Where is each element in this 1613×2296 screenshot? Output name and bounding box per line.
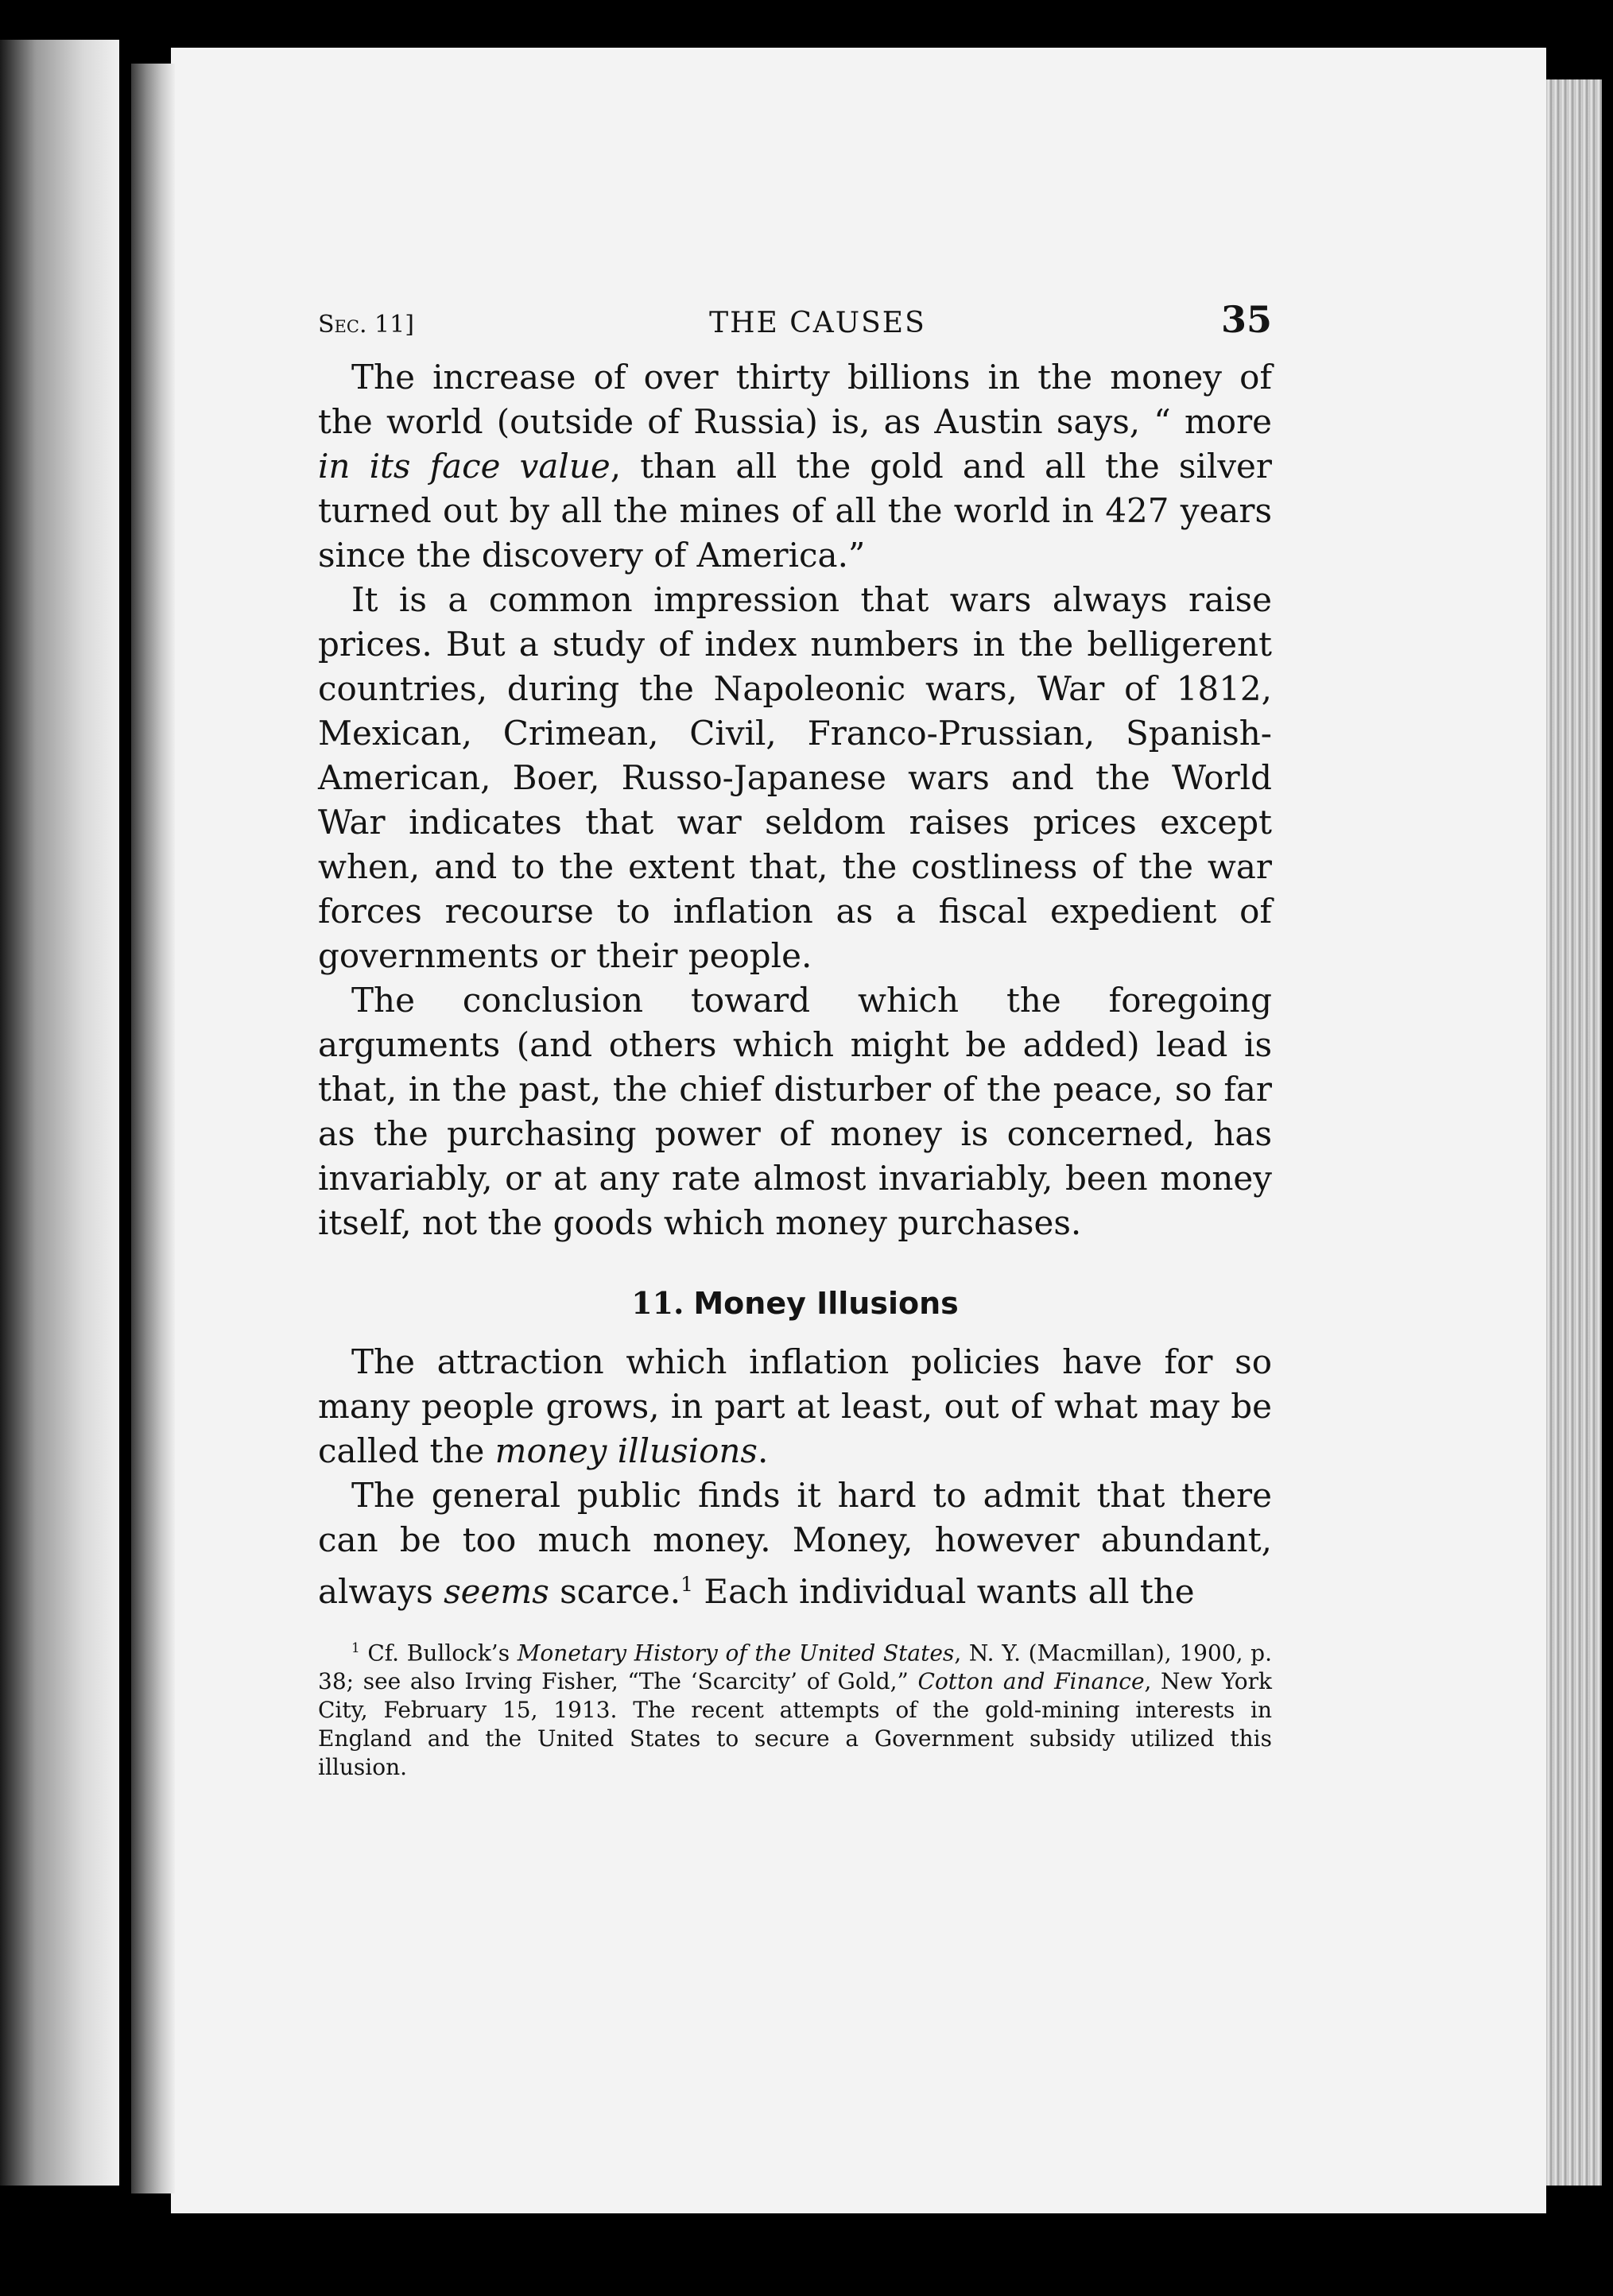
footnote-text: , N. Y. (Macmillan), 1900, p. 38; see also Irving Fisher, “The ‘Scarcity’ of Gold,” — [318, 1640, 1272, 1695]
footnote-marker: 1 — [680, 1573, 694, 1596]
paragraph-text: The attraction which inflation policies have for so many people grows, in part at least, out of what may be called the — [318, 1342, 1272, 1470]
paragraph — [318, 1473, 1272, 1614]
paragraph-text: . — [757, 1431, 769, 1470]
page-stack-edge — [1546, 79, 1602, 2186]
paragraph — [318, 355, 1272, 578]
footnote-emphasis: Cotton and Finance — [917, 1668, 1145, 1695]
page-gutter-shadow — [131, 64, 175, 2193]
paragraph: The conclusion toward which the foregoing arguments (and others which might be added) lead is that, in the past, the chief disturber of the peace, so far as the purchasing power of money is concerned, has invariably, or at any rate almost invariably, been money itself, not the goods which money purchases. — [318, 981, 1272, 1242]
paragraph — [318, 1340, 1272, 1473]
footnote-text: Cf. Bullock’s — [359, 1640, 518, 1667]
emphasis-text: in its face value — [318, 447, 611, 486]
chapter-title: THE CAUSES — [709, 307, 926, 339]
emphasis-text: money illusions — [494, 1431, 758, 1470]
page-number: 35 — [1220, 298, 1272, 341]
paragraph-text: scarce. — [549, 1572, 681, 1611]
section-title: Money Illusions — [693, 1286, 959, 1321]
footnote-emphasis: Monetary History of the United States — [517, 1640, 955, 1667]
section-reference: Sec. 11] — [318, 311, 414, 339]
footnote-number: 1 — [351, 1640, 360, 1655]
paragraph-text: The general public finds it hard to admit that there can be too much money. Money, however abundant, always — [318, 1476, 1272, 1611]
previous-page-edge — [0, 40, 119, 2186]
paragraph-text: The increase of over thirty billions in the money of the world (outside of Russia) is, as Austin says, “ more — [318, 358, 1272, 441]
paragraph: It is a common impression that wars always raise prices. But a study of index numbers in the belligerent countries, during the Napoleonic wars, War of 1812, Mexican, Crimean, Civil, Franco-Prussian, Spanish-American, Boer, Russo-Japanese wars and the World War indicates that war seldom raises prices except when, and to the extent that, the costliness of the war forces recourse to inflation as a fiscal expedient of governments or their people. — [318, 580, 1272, 975]
emphasis-text: seems — [444, 1572, 549, 1611]
section-number: 11. — [631, 1285, 684, 1321]
paragraph-text: Each individual wants all the — [693, 1572, 1195, 1611]
footnote-text: , New York City, February 15, 1913. The recent attempts of the gold-mining interests in England and the United States to secure a Government subsidy utilized this illusion. — [318, 1668, 1272, 1781]
running-head — [318, 298, 1272, 341]
footnote — [318, 1633, 1272, 1782]
section-heading — [318, 1285, 1272, 1321]
page-text — [318, 298, 1272, 1782]
paragraph-text: , than all the gold and all the silver turned out by all the mines of all the world in 427 years since the discovery of America.” — [318, 447, 1272, 575]
